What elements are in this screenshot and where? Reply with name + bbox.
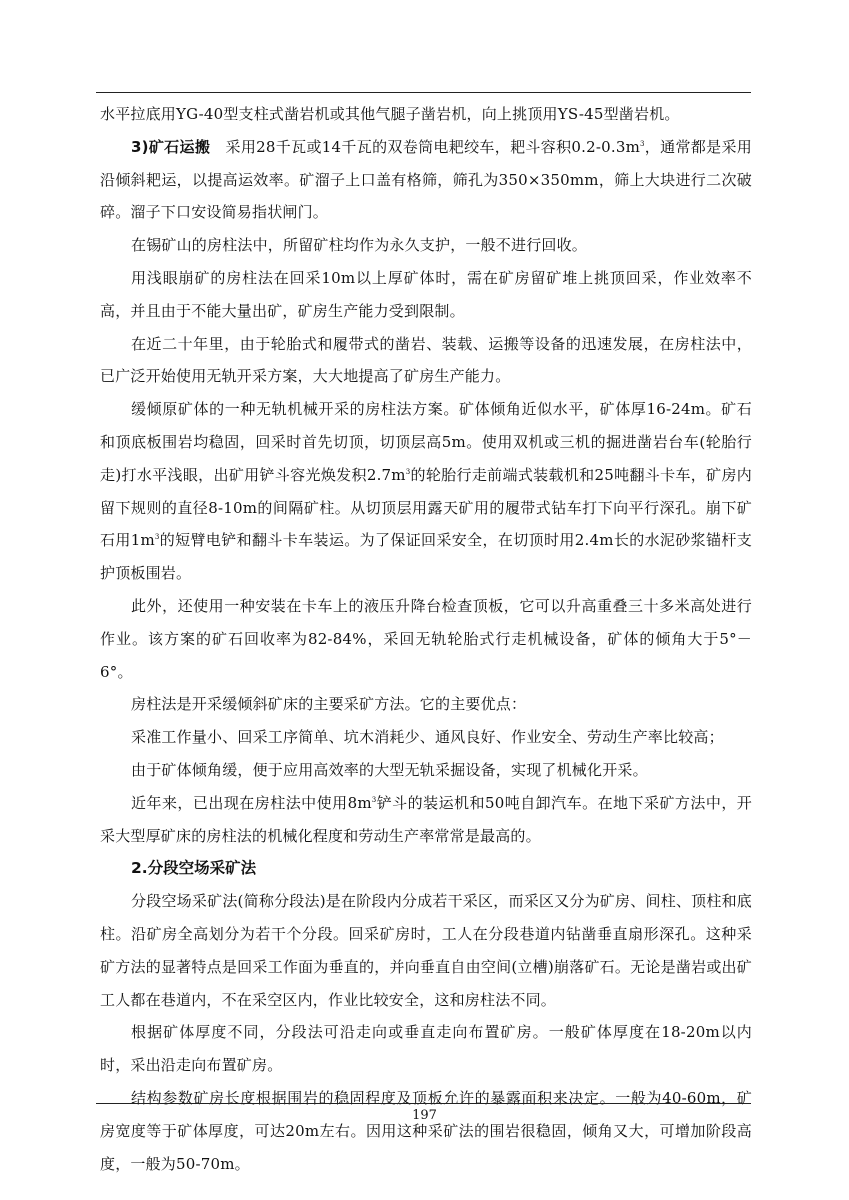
- paragraph-text: ，通常都是采用沿倾斜耙运，以提高运效率。矿溜子上口盖有格筛，筛孔为350×350mm，筛上大块进行二次破碎。溜子下口安设简易指状闸门。: [100, 137, 753, 222]
- paragraph-text: 近年来，已出现在房柱法中使用8m: [131, 793, 372, 812]
- paragraph: 在锡矿山的房柱法中，所留矿柱均作为永久支护，一般不进行回收。: [131, 236, 588, 255]
- section-heading: 2.分段空场采矿法: [131, 859, 257, 878]
- paragraph-text: 采用28千瓦或14千瓦的双卷筒电耙绞车，耙斗容积0.2-0.3m: [210, 137, 641, 156]
- paragraph: 房柱法是开采缓倾斜矿床的主要采矿方法。它的主要优点：: [131, 695, 527, 714]
- paragraph: 在近二十年里，由于轮胎式和履带式的凿岩、装载、运搬等设备的迅速发展，在房柱法中，已广泛开始使用无轨开采方案，大大地提高了矿房生产能力。: [100, 334, 752, 386]
- page-body: [100, 98, 752, 1180]
- superscript: 3: [405, 467, 411, 476]
- section-lead: 3)矿石运搬: [131, 137, 211, 156]
- paragraph: 水平拉底用YG-40型支柱式凿岩机或其他气腿子凿岩机，向上挑顶用YS-45型凿岩机。: [100, 105, 680, 123]
- paragraph: [100, 393, 752, 590]
- paragraph: 此外，还使用一种安装在卡车上的液压升降台检查顶板，它可以升高重叠三十多米高处进行作业。该方案的矿石回收率为82-84%，采回无轨轮胎式行走机械设备，矿体的倾角大于5°－6°。: [100, 596, 752, 681]
- page-number: 197: [412, 1108, 437, 1123]
- paragraph: 分段空场采矿法(简称分段法)是在阶段内分成若干采区，而采区又分为矿房、间柱、顶柱和底柱。沿矿房全高划分为若干个分段。回采矿房时，工人在分段巷道内钻凿垂直扇形深孔。这种采矿方法的显著特点是回采工作面为垂直的，并向垂直自由空间(立槽)崩落矿石。无论是凿岩或出矿工人都在巷道内，不在采空区内，作业比较安全，这和房柱法不同。: [100, 892, 752, 1009]
- paragraph-text: 缓倾原矿体的一种无轨机械开采的房柱法方案。矿体倾角近似水平，矿体厚16-24m。矿石和顶底板围岩均稳固，回采时首先切顶，切顶层高5m。使用双机或三机的掘进凿岩台车(轮胎行走)打水平浅眼，出矿用铲斗容光焕发积2.7m: [100, 400, 752, 484]
- superscript: 3: [154, 533, 160, 542]
- paragraph: 结构参数矿房长度根据围岩的稳固程度及顶板允许的暴露面积来决定。一般为40-60m，矿房宽度等于矿体厚度，可达20m左右。因用这种采矿法的围岩很稳固，倾角又大，可增加阶段高度，一般为50-70m。: [100, 1088, 752, 1173]
- superscript: 3: [371, 795, 377, 804]
- paragraph: 采准工作量小、回采工序简单、坑木消耗少、通风良好、作业安全、劳动生产率比较高；: [131, 728, 724, 747]
- paragraph-text: 的轮胎行走前端式装载机和25吨翻斗卡车，矿房内留下规则的直径8-10m的间隔矿柱。从切顶层用露天矿用的履带式钻车打下向平行深孔。崩下矿石用1m: [100, 465, 752, 550]
- paragraph-text: 铲斗的装运机和50吨自卸汽车。在地下采矿方法中，开采大型厚矿床的房柱法的机械化程度和劳动生产率常常是最高的。: [100, 793, 753, 845]
- header-rule: [96, 92, 751, 93]
- paragraph: 根据矿体厚度不同，分段法可沿走向或垂直走向布置矿房。一般矿体厚度在18-20m以内时，采出沿走向布置矿房。: [100, 1023, 752, 1075]
- paragraph: [100, 787, 752, 853]
- footer-rule: [96, 1103, 751, 1104]
- paragraph: 由于矿体倾角缓，便于应用高效率的大型无轨采掘设备，实现了机械化开采。: [131, 760, 648, 779]
- paragraph-text: 的短臂电铲和翻斗卡车装运。为了保证回采安全，在切顶时用2.4m长的水泥砂浆锚杆支护顶板围岩。: [100, 531, 752, 583]
- paragraph: [100, 131, 752, 229]
- superscript: 3: [640, 139, 645, 148]
- paragraph: 用浅眼崩矿的房柱法在回采10m以上厚矿体时，需在矿房留矿堆上挑顶回采，作业效率不高，并且由于不能大量出矿，矿房生产能力受到限制。: [100, 268, 752, 320]
